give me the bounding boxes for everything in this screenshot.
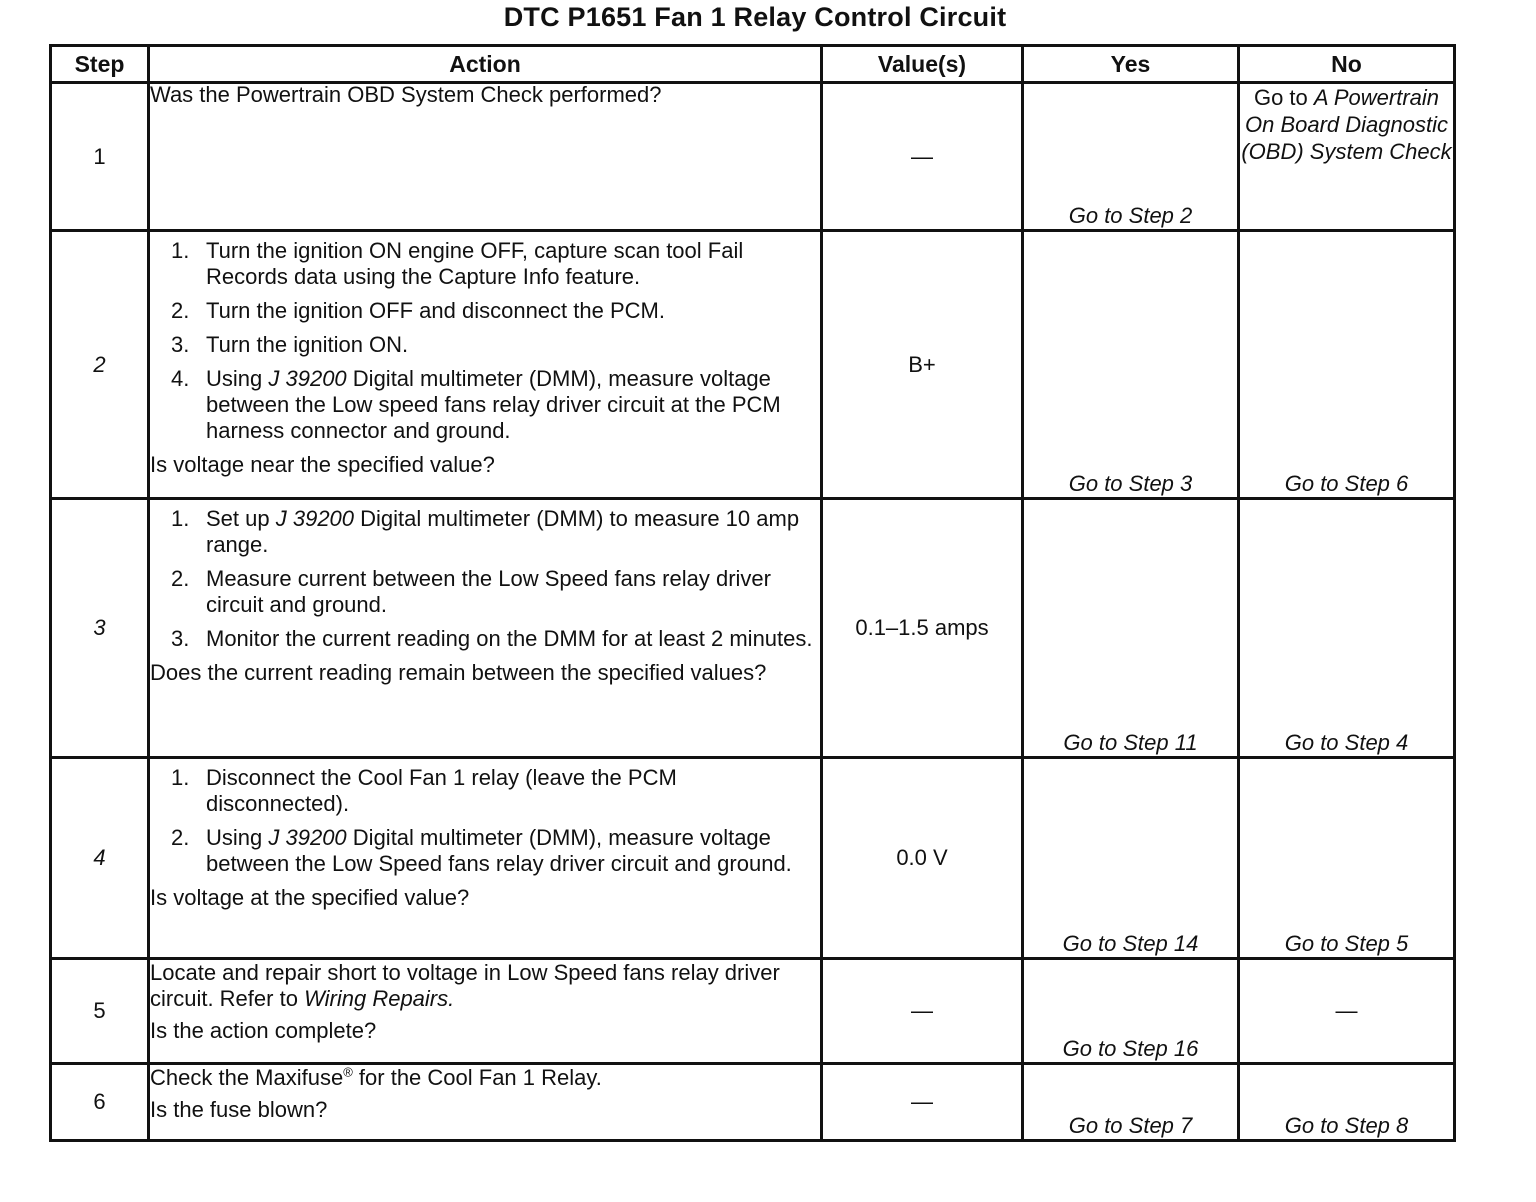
action-cell (149, 83, 822, 231)
page-title: DTC P1651 Fan 1 Relay Control Circuit (503, 2, 1007, 32)
step-number: 3 (51, 499, 149, 758)
table-row-step-3 (51, 499, 1455, 758)
no-reference: A Powertrain On Board Diagnostic (OBD) System Check (1241, 85, 1452, 164)
sub-step: 3. Monitor the current reading on the DMM for at least 2 minutes. (171, 626, 813, 651)
sub-step: 1. Set up J 39200 Digital multimeter (DMM) to measure 10 amp range. (171, 506, 800, 557)
no-cell: Go to Step 5 (1239, 758, 1455, 959)
sub-step: 1. Disconnect the Cool Fan 1 relay (leave the PCM disconnected). (171, 765, 677, 816)
step-number: 4 (51, 758, 149, 959)
tool-reference: J 39200 (268, 366, 347, 391)
sub-step-list (150, 506, 820, 652)
table-row-step-1 (51, 83, 1455, 231)
step-number: 2 (51, 231, 149, 499)
step-number: 5 (51, 959, 149, 1064)
sub-step: 2. Using J 39200 Digital multimeter (DMM), measure voltage between the Low Speed fans relay driver circuit and ground. (171, 825, 792, 876)
action-cell (149, 758, 822, 959)
no-cell: Go to Step 4 (1239, 499, 1455, 758)
table-row-step-5 (51, 959, 1455, 1064)
action-question: Is the fuse blown? (150, 1097, 328, 1122)
header-row (51, 46, 1455, 83)
header-no: No (1239, 46, 1455, 83)
action-cell (149, 1064, 822, 1141)
action-text: Check the Maxifuse® for the Cool Fan 1 Relay. (150, 1064, 602, 1090)
action-question: Is voltage at the specified value? (150, 885, 470, 910)
value-cell: B+ (822, 231, 1023, 499)
step-number: 6 (51, 1064, 149, 1141)
no-prefix: Go to (1253, 85, 1308, 110)
sub-step: 3. Turn the ignition ON. (171, 332, 409, 357)
yes-cell: Go to Step 14 (1023, 758, 1239, 959)
table-row-step-6 (51, 1064, 1455, 1141)
yes-cell: Go to Step 3 (1023, 231, 1239, 499)
header-action: Action (149, 46, 822, 83)
step-number: 1 (51, 83, 149, 231)
action-question: Is the action complete? (150, 1018, 377, 1043)
action-cell (149, 499, 822, 758)
sub-step: 2. Turn the ignition OFF and disconnect the PCM. (171, 298, 665, 323)
action-question: Is voltage near the specified value? (150, 452, 495, 477)
sub-step-list (150, 238, 820, 444)
yes-cell: Go to Step 2 (1023, 83, 1239, 231)
value-cell: 0.1–1.5 amps (822, 499, 1023, 758)
no-cell: Go to Step 6 (1239, 231, 1455, 499)
yes-cell: Go to Step 16 (1023, 959, 1239, 1064)
sub-step: 2. Measure current between the Low Speed fans relay driver circuit and ground. (171, 566, 771, 617)
diagnostic-table (49, 44, 1456, 1142)
action-cell (149, 231, 822, 499)
registered-mark: ® (343, 1064, 353, 1080)
header-yes: Yes (1023, 46, 1239, 83)
value-cell: — (822, 83, 1023, 231)
yes-cell: Go to Step 7 (1023, 1064, 1239, 1141)
action-question: Does the current reading remain between the specified values? (150, 660, 767, 685)
yes-cell: Go to Step 11 (1023, 499, 1239, 758)
no-cell (1239, 83, 1455, 231)
table-row-step-2 (51, 231, 1455, 499)
action-text: Locate and repair short to voltage in Low Speed fans relay driver circuit. Refer to Wiring Repairs. (150, 960, 780, 1011)
action-question: Was the Powertrain OBD System Check performed? (150, 82, 662, 107)
sub-step: 1. Turn the ignition ON engine OFF, capture scan tool Fail Records data using the Capture Info feature. (171, 238, 744, 289)
header-values: Value(s) (822, 46, 1023, 83)
value-cell: — (822, 959, 1023, 1064)
header-step: Step (51, 46, 149, 83)
no-cell: — (1239, 959, 1455, 1064)
table-row-step-4 (51, 758, 1455, 959)
tool-reference: J 39200 (275, 506, 355, 531)
sub-step-list (150, 765, 820, 877)
action-cell (149, 959, 822, 1064)
value-cell: — (822, 1064, 1023, 1141)
wiring-repairs-reference: Wiring Repairs. (304, 986, 455, 1011)
sub-step: 4. Using J 39200 Digital multimeter (DMM), measure voltage between the Low speed fans relay driver circuit at the PCM harness connector and ground. (171, 366, 781, 443)
value-cell: 0.0 V (822, 758, 1023, 959)
no-cell: Go to Step 8 (1239, 1064, 1455, 1141)
tool-reference: J 39200 (268, 825, 347, 850)
